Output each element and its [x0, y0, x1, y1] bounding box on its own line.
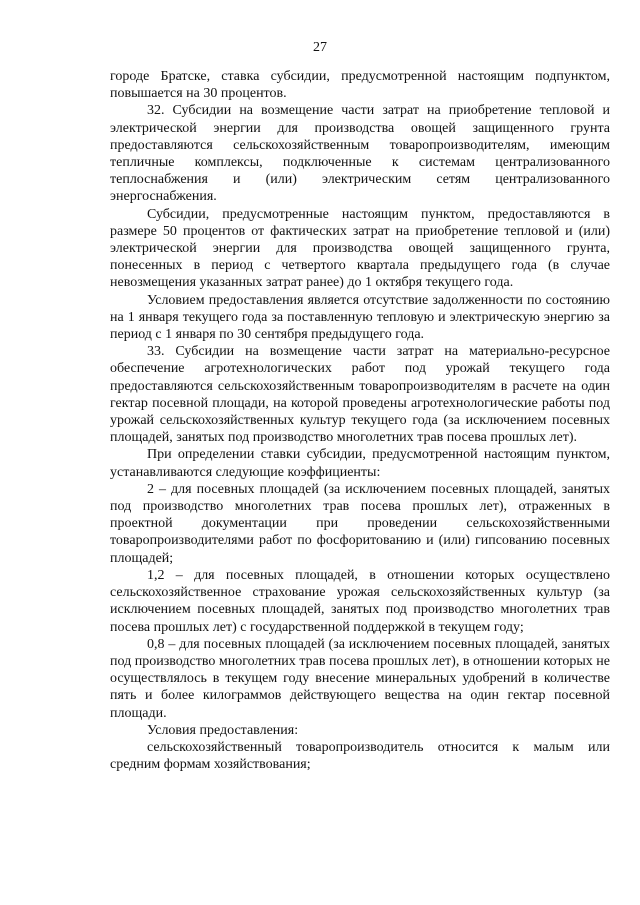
paragraph: 33. Субсидии на возмещение части затрат на материально-ресурсное обеспечение агротехнологических работ под урожай текущего года предоставляются сельскохозяйственным товаропроизводителям в расчете на один гектар посевной площади, на которой проведены агротехнологические работы под урожай сельскохозяйственных культур текущего года (за исключением посевных площадей, занятых под производство многолетних трав посева прошлых лет).: [110, 344, 610, 446]
page-number: 27: [313, 40, 327, 55]
paragraph: 1,2 – для посевных площадей, в отношении которых осуществлено сельскохозяйственное страхование урожая сельскохозяйственных культур (за исключением посевных площадей, занятых под производство многолетних трав посева прошлых лет) с государственной поддержкой в текущем году;: [110, 567, 610, 635]
paragraph: При определении ставки субсидии, предусмотренной настоящим пунктом, устанавливаются следующие коэффициенты:: [110, 447, 610, 480]
document-body: [110, 68, 610, 773]
paragraph: 2 – для посевных площадей (за исключением посевных площадей, занятых под производство многолетних трав посева прошлых лет), отраженных в проектной документации при проведении сельскохозяйственными товаропроизводителями работ по фосфоритованию и (или) гипсованию посевных площадей;: [110, 481, 610, 566]
paragraph: Условием предоставления является отсутствие задолженности по состоянию на 1 января текущего года за поставленную тепловую и электрическую энергию за период с 1 января по 30 сентября предыдущего года.: [110, 292, 610, 343]
paragraph: сельскохозяйственный товаропроизводитель относится к малым или средним формам хозяйствования;: [110, 739, 610, 773]
paragraph: 0,8 – для посевных площадей (за исключением посевных площадей, занятых под производство многолетних трав посева прошлых лет), в отношении которых не осуществлялось в текущем году внесение минеральных удобрений в количестве пять и более килограммов действующего вещества на один гектар посевной площади.: [110, 636, 610, 721]
paragraph: Условия предоставления:: [147, 722, 299, 738]
paragraph: 32. Субсидии на возмещение части затрат на приобретение тепловой и электрической энергии для производства овощей защищенного грунта предоставляются сельскохозяйственным товаропроизводителям, имеющим тепличные комплексы, подключенные к системам централизованного теплоснабжения и (или) электрическим сетям централизованного энергоснабжения.: [110, 103, 610, 205]
paragraph: Субсидии, предусмотренные настоящим пунктом, предоставляются в размере 50 процентов от фактических затрат на приобретение тепловой и (или) электрической энергии для производства овощей защищенного грунта, понесенных в период с четвертого квартала предыдущего года (в случае невозмещения указанных затрат ранее) до 1 октября текущего года.: [110, 206, 610, 291]
paragraph: городе Братске, ставка субсидии, предусмотренной настоящим подпунктом, повышается на 30 процентов.: [110, 69, 610, 102]
